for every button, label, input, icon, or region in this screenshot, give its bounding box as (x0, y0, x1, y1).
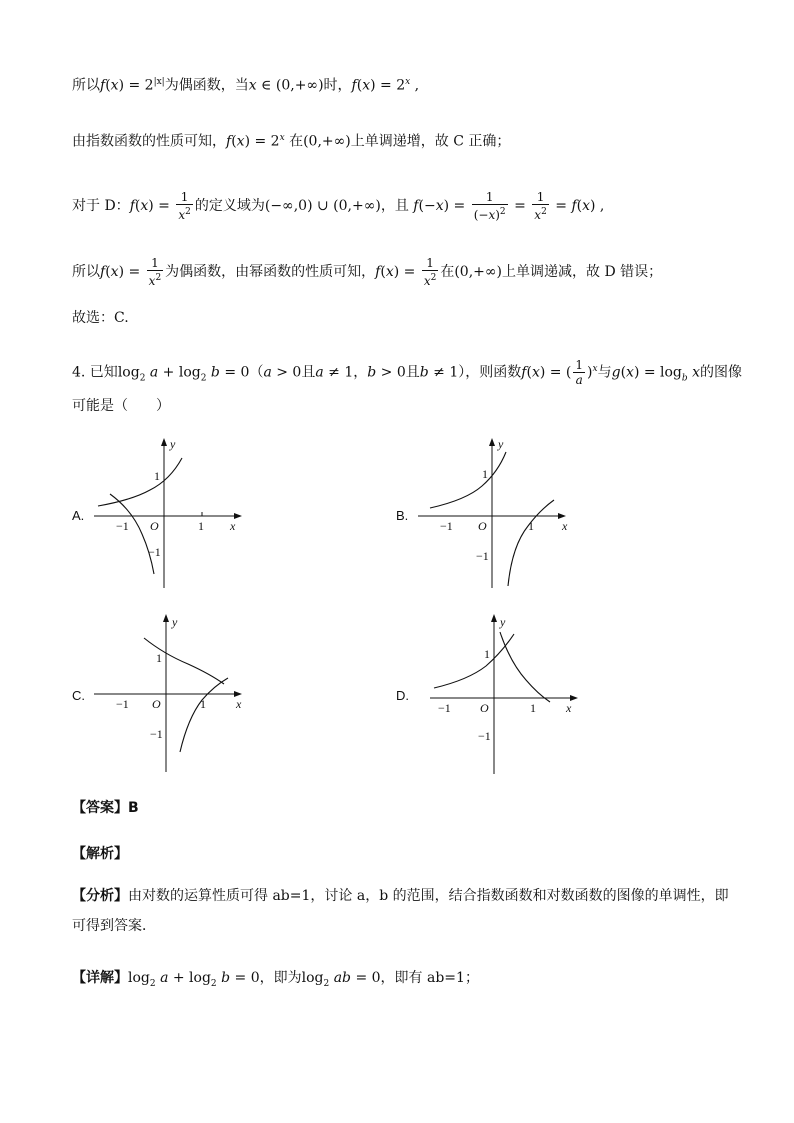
text-line-2: 由指数函数的性质可知，$f(x) = 2^x$ 在(0,+∞)上单调递增，故 C 正确； (72, 133, 511, 150)
text-line-4: 所以f(x) = $\frac{1}{x^2}$ 为偶函数，由幂函数的性质可知，f(x) = $\frac{1}{x^2}$ 在(0,+∞)上单调递减，故 D 错误； (72, 256, 663, 288)
graph-b (416, 438, 576, 588)
svg-text:−1: −1 (150, 727, 163, 741)
option-d-label: D. (396, 688, 409, 703)
svg-text:x: x (566, 701, 572, 715)
text-line-1: 所以$f(x) = 2^{|x|}$为偶函数，当x ∈ (0,+∞)时，$f(x) = 2^x$ , (72, 77, 420, 94)
svg-text:O: O (478, 519, 487, 533)
svg-text:1: 1 (154, 469, 160, 483)
question-4-cont: 可能是（ ） (72, 398, 170, 414)
svg-text:−1: −1 (476, 549, 489, 563)
svg-text:y: y (500, 615, 506, 629)
option-b-label: B. (396, 508, 409, 523)
graph-c (92, 614, 252, 774)
analysis-heading: 【解析】 (72, 846, 128, 862)
svg-text:1: 1 (530, 701, 536, 715)
svg-text:x: x (236, 697, 242, 711)
svg-text:O: O (152, 697, 161, 711)
svg-text:−1: −1 (478, 729, 491, 743)
svg-text:1: 1 (156, 651, 162, 665)
detail-text: 【详解】$\log_2 a + \log_2 b = 0$，即为$\log_2$ ab = 0，即有 ab=1； (72, 970, 479, 989)
text-line-3: 对于 D：f(x) = $\frac{1}{x^2}$ 的定义域为(−∞,0) ∪ (0,+∞)，且 f(−x) = $\frac{1}{(-x)^2}$ = $\frac{1}{x^2}$ = f(x) , (72, 190, 605, 222)
svg-text:1: 1 (484, 647, 490, 661)
answer-line: 【答案】B (72, 800, 139, 816)
svg-text:1: 1 (198, 519, 204, 533)
svg-text:−1: −1 (148, 545, 161, 559)
text-line-5: 故选：C. (72, 310, 129, 326)
svg-text:−1: −1 (116, 519, 129, 533)
svg-text:1: 1 (482, 467, 488, 481)
svg-text:y: y (172, 615, 178, 629)
svg-text:x: x (230, 519, 236, 533)
svg-text:O: O (150, 519, 159, 533)
svg-text:1: 1 (200, 697, 206, 711)
svg-text:1: 1 (528, 519, 534, 533)
svg-text:y: y (170, 437, 176, 451)
svg-text:−1: −1 (440, 519, 453, 533)
svg-text:x: x (562, 519, 568, 533)
analysis-text: 【分析】由对数的运算性质可得 ab=1，讨论 a，b 的范围，结合指数函数和对数函数的图像的单调性，即 (72, 888, 729, 904)
option-a-label: A. (72, 508, 85, 523)
analysis-text-cont: 可得到答案． (72, 918, 156, 934)
svg-text:O: O (480, 701, 489, 715)
graph-d (428, 614, 588, 776)
svg-text:−1: −1 (116, 697, 129, 711)
graph-a (92, 438, 252, 588)
option-c-label: C. (72, 688, 85, 703)
svg-text:y: y (498, 437, 504, 451)
svg-text:−1: −1 (438, 701, 451, 715)
question-4: 4. 已知$\log_2 a + \log_2 b = 0(a > 0$且a ≠ 1，b > 0且b ≠ 1），则函数f(x) = ( $\frac{1}{a}$ )$^x$与$g(x) = \log_b x$的图像 (72, 358, 743, 387)
